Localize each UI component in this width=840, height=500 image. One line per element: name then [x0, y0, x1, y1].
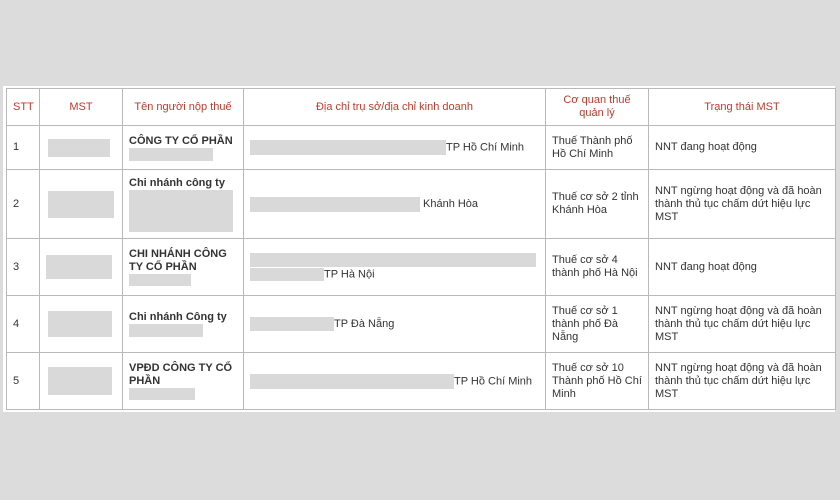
redacted-mst	[48, 367, 112, 395]
mst-cell	[40, 296, 123, 353]
tax-agency-cell: Thuế cơ sở 1 thành phố Đà Nẵng	[546, 296, 649, 353]
redacted-address	[250, 140, 446, 155]
stt-cell: 5	[7, 353, 40, 410]
table-row[interactable]	[7, 353, 836, 410]
address-text: Khánh Hòa	[423, 197, 479, 210]
table-row[interactable]	[7, 296, 836, 353]
redacted-name	[129, 190, 233, 232]
redacted-address-line2	[250, 268, 324, 281]
tax-agency-cell: Thuế cơ sở 2 tỉnh Khánh Hòa	[546, 170, 649, 239]
header-taxpayer-name: Tên người nộp thuế	[123, 89, 244, 126]
taxpayer-name: VPĐD CÔNG TY CỔ PHẦN	[129, 362, 233, 387]
taxpayer-name: CHI NHÁNH CÔNG TY CỔ PHẦN	[129, 248, 227, 273]
taxpayer-name: Chi nhánh công ty	[129, 176, 225, 189]
stt-cell: 4	[7, 296, 40, 353]
address-text: TP Hồ Chí Minh	[446, 141, 525, 154]
taxpayer-name-cell[interactable]	[123, 239, 244, 296]
mst-status-cell: NNT ngừng hoạt động và đã hoàn thành thủ tục chấm dứt hiệu lực MST	[649, 170, 836, 239]
taxpayer-name-cell[interactable]	[123, 296, 244, 353]
header-mst: MST	[40, 89, 123, 126]
address-text: TP Đà Nẵng	[334, 317, 395, 330]
taxpayer-name-cell[interactable]	[123, 170, 244, 239]
mst-status-cell: NNT đang hoạt động	[649, 126, 836, 170]
tax-agency-cell: Thuế Thành phố Hồ Chí Minh	[546, 126, 649, 170]
redacted-address	[250, 317, 334, 331]
redacted-name	[129, 324, 203, 337]
table-row[interactable]	[7, 239, 836, 296]
taxpayer-name: Chi nhánh Công ty	[129, 311, 227, 323]
mst-cell	[40, 126, 123, 170]
stt-cell: 3	[7, 239, 40, 296]
redacted-mst	[48, 139, 110, 157]
header-address: Địa chỉ trụ sở/địa chỉ kinh doanh	[244, 89, 546, 126]
redacted-name	[129, 388, 195, 400]
mst-status-cell: NNT ngừng hoạt động và đã hoàn thành thủ tục chấm dứt hiệu lực MST	[649, 353, 836, 410]
mst-cell	[40, 170, 123, 239]
mst-status-cell: NNT đang hoạt động	[649, 239, 836, 296]
stt-cell: 1	[7, 126, 40, 170]
redacted-address	[250, 197, 420, 212]
address-cell	[244, 239, 546, 296]
header-mst-status: Trạng thái MST	[649, 89, 836, 126]
header-tax-agency: Cơ quan thuế quản lý	[546, 89, 649, 126]
mst-cell	[40, 353, 123, 410]
redacted-address	[250, 253, 536, 267]
address-cell	[244, 353, 546, 410]
table-header-row	[7, 89, 836, 126]
header-stt: STT	[7, 89, 40, 126]
taxpayer-name: CÔNG TY CỔ PHẦN	[129, 134, 233, 147]
redacted-name	[129, 148, 213, 161]
address-cell	[244, 170, 546, 239]
redacted-address	[250, 374, 454, 389]
redacted-mst	[46, 255, 112, 279]
address-cell	[244, 126, 546, 170]
table-row[interactable]	[7, 170, 836, 239]
tax-agency-cell: Thuế cơ sở 10 Thành phố Hồ Chí Minh	[546, 353, 649, 410]
redacted-mst	[48, 191, 114, 218]
results-panel	[3, 86, 835, 412]
address-cell	[244, 296, 546, 353]
taxpayer-name-cell[interactable]	[123, 126, 244, 170]
mst-status-cell: NNT ngừng hoạt động và đã hoàn thành thủ tục chấm dứt hiệu lực MST	[649, 296, 836, 353]
redacted-name	[129, 274, 191, 286]
taxpayer-name-cell[interactable]	[123, 353, 244, 410]
table-row[interactable]	[7, 126, 836, 170]
address-text: TP Hồ Chí Minh	[454, 374, 533, 387]
address-text: TP Hà Nội	[324, 268, 375, 281]
redacted-mst	[48, 311, 112, 337]
stt-cell: 2	[7, 170, 40, 239]
tax-lookup-results-table	[6, 88, 836, 410]
mst-cell	[40, 239, 123, 296]
tax-agency-cell: Thuế cơ sở 4 thành phố Hà Nội	[546, 239, 649, 296]
